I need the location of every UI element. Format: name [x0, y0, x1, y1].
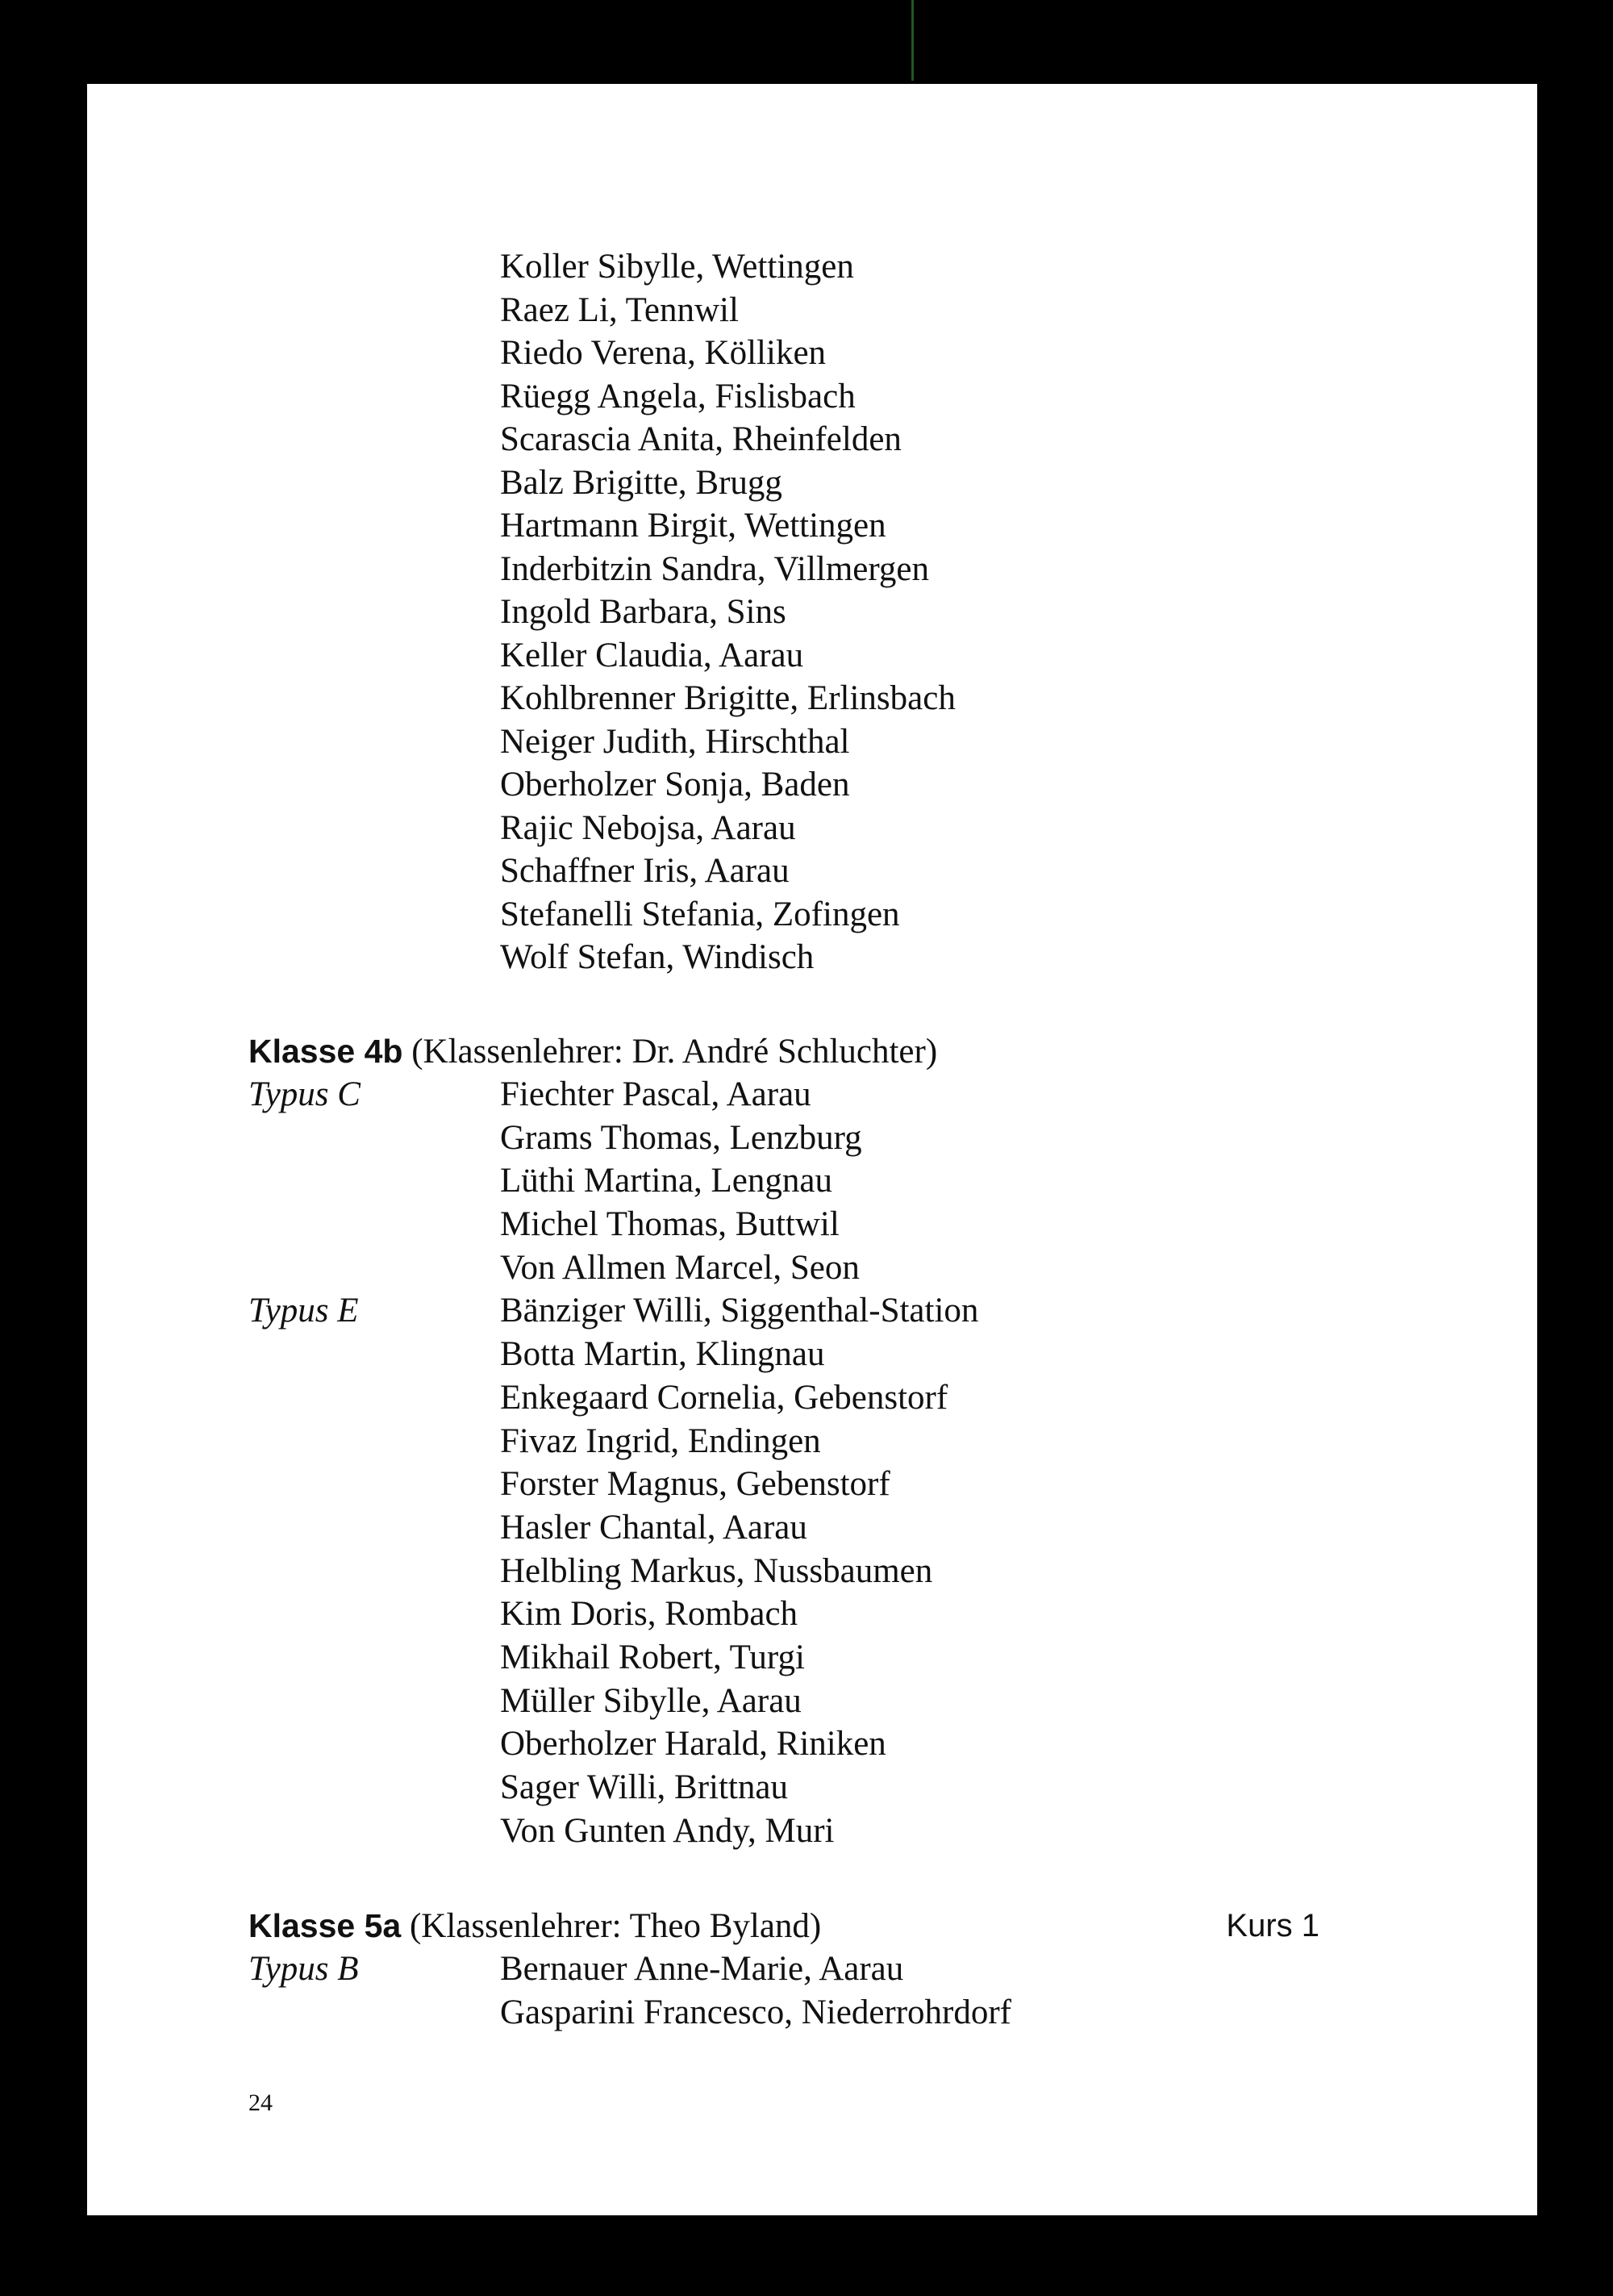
student-entry: Michel Thomas, Buttwil — [500, 1205, 840, 1244]
list-item — [248, 1073, 1537, 1117]
list-item: Schaffner Iris, Aarau — [500, 852, 790, 890]
student-list-continued — [500, 245, 956, 979]
student-entry: Grams Thomas, Lenzburg — [500, 1118, 862, 1157]
student-entry: Botta Martin, Klingnau — [500, 1335, 825, 1374]
list-item: Ingold Barbara, Sins — [500, 593, 786, 631]
list-item — [248, 1636, 1537, 1680]
class-label: Klasse 4b — [248, 1033, 403, 1070]
list-item — [248, 1333, 1537, 1376]
scan-edge-line — [911, 0, 914, 81]
list-item: Keller Claudia, Aarau — [500, 636, 804, 674]
list-item — [248, 1376, 1537, 1420]
list-item: Rajic Nebojsa, Aarau — [500, 808, 796, 847]
class-label: Klasse 5a — [248, 1907, 402, 1944]
student-entry: Gasparini Francesco, Niederrohrdorf — [500, 1993, 1011, 2031]
student-entry: Hasler Chantal, Aarau — [500, 1508, 807, 1547]
list-item: Stefanelli Stefania, Zofingen — [500, 895, 900, 933]
list-item — [248, 1159, 1537, 1203]
document-page — [87, 84, 1537, 2215]
student-entry: Enkegaard Cornelia, Gebenstorf — [500, 1378, 948, 1417]
list-item — [248, 1680, 1537, 1723]
list-item: Riedo Verena, Kölliken — [500, 334, 827, 372]
list-item: Hartmann Birgit, Wettingen — [500, 507, 886, 545]
list-item — [248, 1766, 1537, 1810]
list-item: Oberholzer Sonja, Baden — [500, 766, 850, 804]
student-entry: Helbling Markus, Nussbaumen — [500, 1551, 933, 1590]
list-item — [248, 1463, 1537, 1506]
list-item: Raez Li, Tennwil — [500, 290, 739, 329]
list-item: Wolf Stefan, Windisch — [500, 938, 815, 976]
student-entry: Forster Magnus, Gebenstorf — [500, 1465, 890, 1504]
list-item — [248, 1550, 1537, 1593]
list-item — [248, 1289, 1537, 1333]
course-label: Kurs 1 — [1226, 1908, 1319, 1943]
typus-label: Typus C — [248, 1075, 361, 1113]
student-entry: Von Gunten Andy, Muri — [500, 1811, 835, 1850]
student-entry: Sager Willi, Brittnau — [500, 1768, 788, 1806]
list-item — [248, 1722, 1537, 1766]
list-item — [248, 1203, 1537, 1246]
list-item: Rüegg Angela, Fislisbach — [500, 377, 856, 415]
student-entry: Lüthi Martina, Lengnau — [500, 1162, 832, 1200]
student-entry: Bänziger Willi, Siggenthal-Station — [500, 1292, 979, 1330]
list-item: Neiger Judith, Hirschthal — [500, 722, 850, 761]
student-entry: Müller Sibylle, Aarau — [500, 1681, 802, 1720]
list-item — [248, 1117, 1537, 1160]
section-klasse-4b — [248, 1029, 1537, 1852]
list-item — [248, 1506, 1537, 1550]
list-item: Inderbitzin Sandra, Villmergen — [500, 549, 929, 588]
student-entry: Kim Doris, Rombach — [500, 1595, 798, 1634]
student-entry: Bernauer Anne-Marie, Aarau — [500, 1950, 904, 1988]
section-heading — [248, 1904, 1537, 1947]
typus-label: Typus E — [248, 1292, 359, 1330]
list-item — [248, 1246, 1537, 1290]
list-item: Koller Sibylle, Wettingen — [500, 248, 854, 286]
list-item — [248, 1420, 1537, 1463]
student-entry: Oberholzer Harald, Riniken — [500, 1725, 886, 1764]
typus-label: Typus B — [248, 1950, 359, 1988]
list-item: Balz Brigitte, Brugg — [500, 463, 782, 502]
list-item: Scarascia Anita, Rheinfelden — [500, 420, 902, 458]
student-entry: Mikhail Robert, Turgi — [500, 1638, 805, 1676]
list-item — [248, 1810, 1537, 1853]
class-teacher: (Klassenlehrer: Dr. André Schluchter) — [411, 1033, 938, 1071]
student-entry: Fiechter Pascal, Aarau — [500, 1075, 811, 1113]
section-klasse-5a — [248, 1904, 1537, 2034]
section-heading — [248, 1029, 1537, 1073]
list-item: Kohlbrenner Brigitte, Erlinsbach — [500, 679, 956, 717]
class-teacher: (Klassenlehrer: Theo Byland) — [409, 1907, 822, 1945]
student-entry: Fivaz Ingrid, Endingen — [500, 1421, 821, 1460]
student-entry: Von Allmen Marcel, Seon — [500, 1248, 860, 1287]
list-item — [248, 1947, 1537, 1991]
list-item — [248, 1593, 1537, 1636]
list-item — [248, 1991, 1537, 2035]
page-number: 24 — [248, 2089, 273, 2116]
